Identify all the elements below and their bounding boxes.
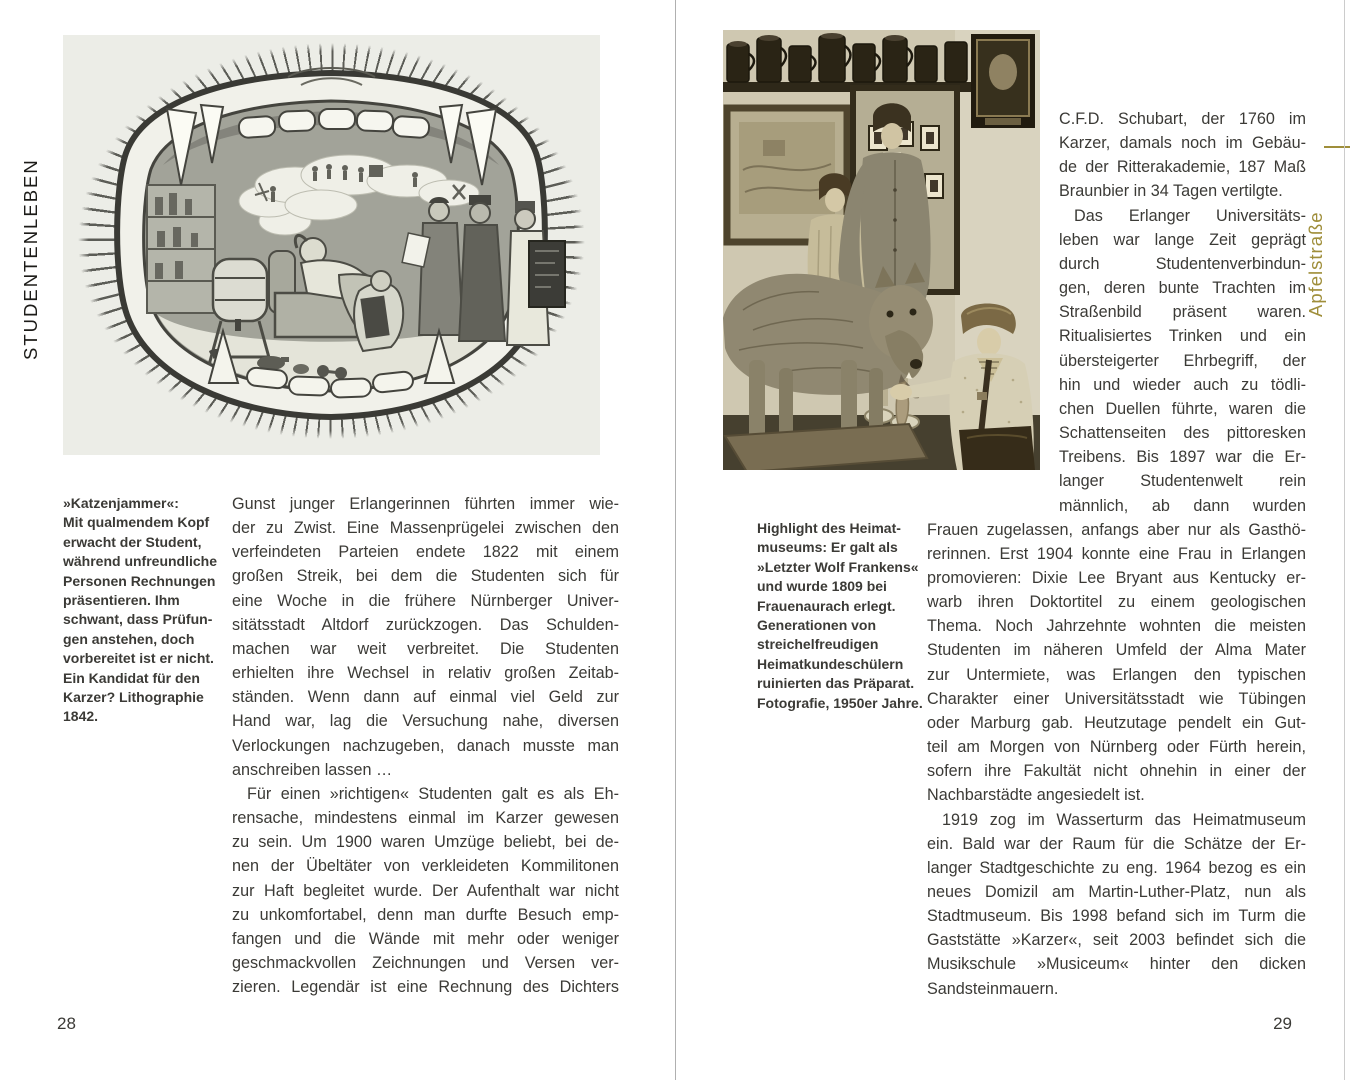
- text-line: Treibens. Bis 1897 war die Er-: [1059, 448, 1306, 467]
- text-line: schwant, dass Prüfun-: [63, 611, 213, 628]
- text-line: Gunst junger Erlangerinnen führten immer wie-: [232, 495, 619, 513]
- text-line: männlich, ab dann wurden: [1059, 496, 1306, 515]
- text-line: Highlight des Heimat-: [757, 520, 901, 536]
- text-line: langer Stadtgeschichte zu eng. 1964 bezog es ein: [927, 858, 1306, 877]
- text-line: verfeindeten Parteien endete 1822 mit einem: [232, 543, 619, 562]
- body-text-right: [927, 107, 1306, 1001]
- photo-caption: [757, 519, 933, 713]
- text-line: Nachbarstädte angesiedelt ist.: [927, 786, 1145, 805]
- text-line: Sandsteinmauern.: [927, 979, 1059, 998]
- text-line: der zu Zwist. Eine Massenprügelei zwischen den: [232, 519, 619, 538]
- text-line: sitätsstadt Altdorf zurückzogen. Das Schulden-: [232, 615, 619, 634]
- text-line: promovieren: Dixie Lee Bryant aus Kentucky er-: [927, 568, 1306, 587]
- lithograph-drawing: [63, 35, 600, 455]
- text-line: nen der Übeltäter von verkleideten Kommilitonen: [232, 857, 619, 876]
- text-line: leben war lange Zeit geprägt: [1059, 230, 1306, 249]
- text-line: Frauenaurach erlegt.: [757, 597, 896, 614]
- text-line: Frauen zugelassen, anfangs aber nur als Gasthö-: [927, 520, 1306, 539]
- text-line: zur Haft begleitet wurde. Der Aufenthalt war nicht: [232, 881, 619, 900]
- text-line: erwacht der Student,: [63, 533, 202, 550]
- text-line: gen, deren bunte Trachten im: [1059, 279, 1306, 298]
- text-line: teil am Morgen von Nürnberg oder Fürth herein,: [927, 738, 1306, 757]
- text-line: Schattenseiten des pittoresken: [1059, 424, 1306, 443]
- text-line: Gaststätte »Karzer«, seit 2003 befindet sich die: [927, 931, 1306, 950]
- text-line: eine Woche in die frühere Nürnberger Univer-: [232, 591, 619, 610]
- text-line: Ein Kandidat für den: [63, 669, 200, 686]
- page-number-left: 28: [57, 1014, 76, 1033]
- text-line: übersteigerter Ehrbegriff, der: [1059, 351, 1306, 370]
- text-line: 1842.: [63, 708, 99, 725]
- text-line: Musikschule »Musiceum« hinter den dicken: [927, 955, 1306, 974]
- text-line: Thema. Noch Jahrzehnte wohnten die meisten: [927, 617, 1306, 636]
- text-line: Fotografie, 1950er Jahre.: [757, 694, 923, 711]
- text-line: Studenten im näheren Umfeld der Alma Mater: [927, 641, 1306, 660]
- text-line: Hand war, lag die Versuchung nahe, diversen: [232, 712, 619, 731]
- text-line: Heimatkundeschülern: [757, 655, 904, 672]
- text-line: fangen und die Wände mit mehr oder weniger: [232, 929, 619, 948]
- text-line: Ritualisiertes Trinken und ein: [1059, 327, 1306, 346]
- text-line: ständen. Wenn dann auf einmal viel Geld zur: [232, 688, 619, 707]
- text-line: Straßenbild präsent waren.: [1059, 303, 1306, 322]
- text-line: streichelfreudigen: [757, 636, 879, 653]
- text-line: präsentieren. Ihm: [63, 592, 180, 609]
- katzenjammer-lithograph: [63, 35, 600, 455]
- street-margin-tick: [1324, 146, 1350, 148]
- text-line: sofern ihre Fakultät nicht ohnehin in einer der: [927, 762, 1306, 781]
- text-line: zu unkomfortabel, denn man durfte Besuch emp-: [232, 905, 619, 924]
- text-line: langer Studentenwelt rein: [1059, 472, 1306, 491]
- text-line: Karzer, damals noch im Gebäu-: [1059, 134, 1306, 153]
- text-line: ein. Bald war der Raum für die Schätze der Er-: [927, 834, 1306, 853]
- text-line: »Letzter Wolf Frankens«: [757, 558, 919, 575]
- text-line: geschmackvollen Zeichnungen und Versen ver-: [232, 953, 619, 972]
- text-line: Personen Rechnungen: [63, 572, 216, 589]
- text-line: gen anstehen, doch: [63, 630, 195, 647]
- street-margin-label: Apfelstraße: [1305, 211, 1326, 317]
- text-line: zur Untermiete, was Erlangen den typischen: [927, 665, 1306, 684]
- text-line: Generationen von: [757, 617, 877, 634]
- text-line: oder Marburg gab. Heutzutage pendelt ein Gut-: [927, 713, 1306, 732]
- text-line: und wurde 1809 bei: [757, 578, 887, 595]
- text-line: Verlockungen nachzugeben, danach musste man: [232, 736, 619, 755]
- text-line: durch Studentenverbindun-: [1059, 254, 1306, 273]
- text-line: Das Erlanger Universitäts-: [1074, 206, 1306, 225]
- text-line: erhielten ihre Wechsel in relativ großen Zeitab-: [232, 664, 619, 683]
- text-line: anschreiben lassen …: [232, 760, 393, 779]
- text-line: neues Domizil am Martin-Luther-Platz, nun als: [927, 883, 1306, 901]
- text-wrap-spacer: [927, 107, 1059, 517]
- page-number-right: 29: [1273, 1014, 1292, 1033]
- text-line: warb ihren Doktortitel zu einem geologischen: [927, 593, 1306, 612]
- text-line: hin und wieder auch zu tödli-: [1059, 375, 1306, 394]
- text-line: großen Streik, bei dem die Studenten sich für: [232, 567, 619, 586]
- text-line: Mit qualmendem Kopf: [63, 514, 210, 531]
- text-line: de der Ritterakademie, 187 Maß: [1059, 158, 1306, 177]
- text-line: Charakter einer Universitätsstadt wie Tübingen: [927, 689, 1306, 708]
- text-line: chen Duellen führte, waren die: [1059, 399, 1306, 418]
- text-line: Für einen »richtigen« Studenten galt es als Eh-: [247, 784, 619, 803]
- page-edge-line: [1344, 0, 1345, 1080]
- text-line: während unfreundliche: [63, 553, 218, 570]
- text-line: C.F.D. Schubart, der 1760 im: [1059, 110, 1306, 128]
- text-line: 1919 zog im Wasserturm das Heimatmuseum: [942, 810, 1306, 829]
- page-gutter-line: [675, 0, 676, 1080]
- illustration-caption: [63, 494, 235, 727]
- text-line: ruinierten das Präparat.: [757, 675, 915, 692]
- text-line: museums: Er galt als: [757, 539, 898, 556]
- text-line: Braunbier in 34 Tagen vertilgte.: [1059, 182, 1283, 201]
- chapter-margin-label: STUDENTENLEBEN: [20, 158, 41, 360]
- text-line: zieren. Legendär ist eine Rechnung des Dichters: [232, 978, 619, 997]
- text-line: machen war weit verbreitet. Die Studenten: [232, 639, 619, 658]
- text-line: rerinnen. Erst 1904 konnte eine Frau in Erlangen: [927, 544, 1306, 563]
- body-text-left: [232, 492, 619, 999]
- text-line: rensache, mindestens einmal im Karzer gewesen: [232, 809, 619, 828]
- text-line: Stadtmuseum. Bis 1998 befand sich im Turm die: [927, 907, 1306, 926]
- text-line: Karzer? Lithographie: [63, 689, 204, 706]
- text-line: zu sein. Um 1900 waren Umzüge beliebt, bei de-: [232, 833, 619, 852]
- text-line: vorbereitet ist er nicht.: [63, 650, 214, 667]
- text-line: »Katzenjammer«:: [63, 495, 179, 511]
